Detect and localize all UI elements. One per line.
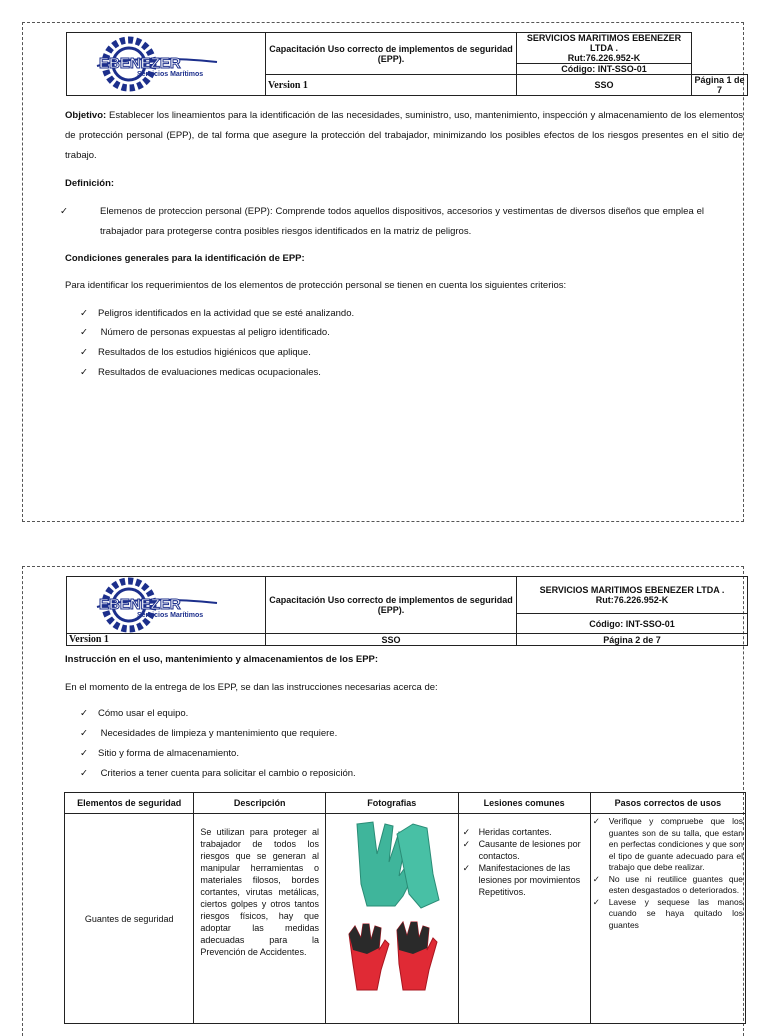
check-icon: ✓ [80, 748, 88, 759]
header-page-number: Página 2 de 7 [517, 634, 748, 646]
lesiones-cell [458, 814, 590, 1024]
header-code: Código: INT-SSO-01 [517, 64, 692, 75]
check-icon: ✓ [592, 873, 600, 884]
condiciones-intro: Para identificar los requerimientos de los elementos de protección personal se tienen en cuenta los siguientes criterios: [65, 280, 567, 291]
definicion-heading: Definición: [65, 178, 115, 189]
col-header-descripcion: Descripción [194, 793, 326, 814]
check-icon: ✓ [80, 367, 88, 378]
header-area: SSO [266, 634, 517, 646]
check-icon: ✓ [80, 768, 88, 779]
green-glove-image [357, 822, 439, 908]
header-area: SSO [517, 75, 692, 96]
criterio-item: ✓ Resultados de los estudios higiénicos que aplique. [80, 347, 311, 358]
check-icon: ✓ [592, 816, 600, 826]
objetivo-label: Objetivo: [65, 110, 107, 121]
header-page-number: Página 1 de 7 [692, 75, 748, 96]
check-icon: ✓ [60, 206, 68, 217]
red-glove-image [349, 922, 437, 990]
table-row [65, 814, 746, 1024]
check-icon: ✓ [462, 827, 471, 837]
photo-cell [326, 814, 459, 1024]
check-icon: ✓ [462, 863, 471, 873]
header-rut: Rut:76.226.952-K [595, 595, 669, 606]
logo-sub: Servicios Marítimos [137, 612, 204, 619]
element-cell: Guantes de seguridad [65, 814, 194, 1024]
criterio-item: ✓ Número de personas expuestas al peligro identificado. [80, 327, 330, 338]
page-1-header-table [66, 32, 748, 96]
header-code: Código: INT-SSO-01 [517, 614, 748, 634]
epp-table [64, 792, 746, 1024]
lesion-item: ✓ Heridas cortantes. [462, 827, 552, 837]
lesion-item: ✓ Manifestaciones de las lesiones por movimientos Repetitivos. [462, 863, 581, 897]
col-header-lesiones: Lesiones comunes [458, 793, 590, 814]
logo-cell [67, 33, 266, 96]
page-2-header-table [66, 576, 748, 646]
header-version: Version 1 [266, 75, 517, 96]
col-header-pasos: Pasos correctos de usos [590, 793, 745, 814]
instruccion-item: ✓ Cómo usar el equipo. [80, 708, 189, 719]
check-icon: ✓ [80, 708, 88, 719]
logo-name: EBENEZER [99, 55, 181, 72]
instruccion-heading: Instrucción en el uso, mantenimiento y almacenamientos de los EPP: [65, 654, 379, 665]
page-1-frame [22, 22, 744, 522]
ebenezer-logo [67, 36, 265, 92]
check-icon: ✓ [462, 839, 471, 849]
header-title: Capacitación Uso correcto de implementos de seguridad (EPP). [266, 577, 517, 634]
logo-cell [67, 577, 266, 634]
header-company: SERVICIOS MARITIMOS EBENEZER LTDA . [526, 33, 682, 53]
logo-sub: Servicios Marítimos [137, 71, 204, 78]
instruccion-item: ✓ Criterios a tener cuenta para solicitar el cambio o reposición. [80, 768, 356, 779]
instruccion-intro: En el momento de la entrega de los EPP, se dan las instrucciones necesarias acerca de: [65, 682, 438, 693]
criterio-item: ✓ Peligros identificados en la actividad que se esté analizando. [80, 308, 355, 319]
paso-item: ✓ Verifique y compruebe que los guantes son de su talla, que estan en perfectas condiciones y que son el tipo de guante adecuado para el trabajo que debe realizar. [592, 816, 743, 872]
definicion-item [60, 202, 704, 242]
header-rut: Rut:76.226.952-K [567, 53, 641, 63]
description-cell [194, 814, 326, 1024]
header-version: Version 1 [67, 634, 266, 646]
instruccion-item: ✓ Sitio y forma de almacenamiento. [80, 748, 239, 759]
check-icon: ✓ [80, 728, 88, 739]
objetivo-paragraph [65, 106, 743, 166]
lesion-item: ✓ Causante de lesiones por contactos. [462, 839, 581, 861]
col-header-elementos: Elementos de seguridad [65, 793, 194, 814]
criterio-item: ✓ Resultados de evaluaciones medicas ocupacionales. [80, 367, 321, 378]
logo-name: EBENEZER [99, 596, 181, 613]
header-company: SERVICIOS MARITIMOS EBENEZER LTDA . [539, 585, 725, 596]
condiciones-heading: Condiciones generales para la identificación de EPP: [65, 253, 305, 264]
ebenezer-logo [67, 577, 265, 633]
instruccion-item: ✓ Necesidades de limpieza y mantenimiento que requiere. [80, 728, 338, 739]
check-icon: ✓ [80, 347, 88, 358]
check-icon: ✓ [80, 327, 88, 338]
gloves-photo [337, 814, 447, 1004]
check-icon: ✓ [80, 308, 88, 319]
paso-item: ✓ No use ni reutilice guantes que esten desgastados o deteriorados. [592, 873, 743, 895]
objetivo-text: Establecer los lineamientos para la identificación de las necesidades, suministro, uso, mantenimiento, inspección y almacenamiento de los elementos de protección personal (EPP), de tal forma que asegure la protección del trabajador, minimizando los posibles efectos de los riesgos presentes en el sitio de trabajo. [65, 110, 743, 161]
check-icon: ✓ [592, 896, 600, 907]
paso-item: ✓ Lavese y sequese las manos cuando se haya quitado los guantes [592, 896, 743, 930]
col-header-fotografias: Fotografias [326, 793, 459, 814]
header-title: Capacitación Uso correcto de implementos de seguridad (EPP). [266, 33, 517, 75]
description-text: Se utilizan para proteger al trabajador de todos los riesgos que se generan al manipular herramientas o materiales filosos, bordes cortantes, virutas metálicas, ciertos golpes y otros tantos riesgos físicos, hay que adoptar las medidas adecuadas para la Prevención de Accidentes. [200, 827, 320, 957]
definicion-text: Elemenos de proteccion personal (EPP): Comprende todos aquellos dispositivos, accesorios y vestimentas de diversos diseños que emplea el trabajador para protegerse contra posibles riesgos identificados en la matriz de peligros. [100, 206, 704, 237]
pasos-cell [590, 814, 745, 1024]
